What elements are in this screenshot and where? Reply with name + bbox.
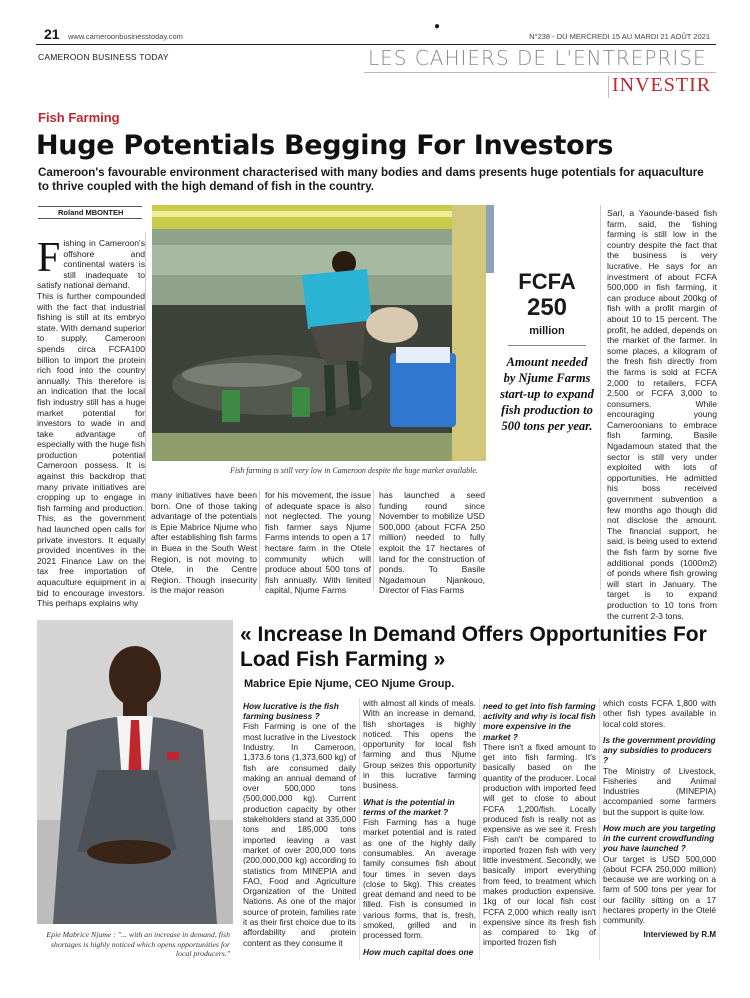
- column-divider: [479, 698, 480, 960]
- article1-column-2: [151, 490, 257, 596]
- subsection-title: INVESTIR: [612, 74, 712, 96]
- pullquote-unit: million: [529, 325, 565, 337]
- kicker: Fish Farming: [38, 110, 120, 125]
- interview-column-1: [243, 698, 356, 948]
- answer: There isn't a fixed amount to get into fish farming. It's basically based on the quantity of the producer. Local production with imported feed will get to close to about FCFA 1,200/fish. Locally produced fish is really not as expensive as we see it. Fresh Fish can't be compared to imported frozen fish with very little investment. Secondly, we basically import everything from feed, to treatment which makes production expensive. 1kg of our local fish cost FCFA 2,000 which really isn't expensive since its fresh fish as compared to 1kg of imported frozen fish: [483, 741, 596, 948]
- column-divider: [599, 698, 600, 960]
- answer: The Ministry of Livestock, Fisheries and Animal Industries (MINEPIA) accompanied some farmers but the support is quite low.: [603, 765, 716, 817]
- standfirst: Cameroon's favourable environment characterised with many bodies and dams presents huge potentials for aquaculture to thrive coupled with the high demand of fish in the country.: [38, 166, 704, 193]
- body-text: Sarl, a Yaounde-based fish farm, said, the fishing farming is still low in the country despite the fact that the business is very lucrative. He says for an investment of about FCFA 500,000 in fish farming, it can produce about 200kg of fish with a profit margin of about 10 to 15 percent. The profit, he added, depends on the market of the farmer. In some places, a kilogram of the fresh fish directly from the farms is sold at FCFA 2,000 to retailers, FCFA 2,500 or FCFA 3,000 to consumers. While encouraging young Cameroonians to embrace fish farming, Basile Ngadamoun stated that the sector is still very under exploited with lots of opportunities. He admitted his boss received government subvention a few months ago though did not disclose the amount. The financial support, he said, is being used to extend the fish farm by some five additional ponds (1000m2) of ponds where fish growing will start in January. The target is to expand production to 10 tons from the current 2-3 tons.: [607, 208, 717, 621]
- article1-right-column: [607, 208, 717, 621]
- body-text: for his movement, the issue of adequate space is also not neglected. The young fish farmer says Njume Farms intends to open a 17 hectare farm in the Otele community which will produce about 500 tons of fish annually. With limited capital, Njume Farms: [265, 490, 371, 596]
- fish-farm-photo: [152, 205, 486, 461]
- column-divider: [600, 205, 601, 590]
- website: www.cameroonbusinesstoday.com: [68, 32, 183, 41]
- dropcap: F: [37, 235, 61, 281]
- body-text: many initiatives have been born. One of those taking advantage of the potentials is Epie Mabrice Njume who after establishing fish farms in Buea in the South West Region, is not moving to Otele, in the Centre Region. Though insecurity is the major reason: [151, 490, 257, 596]
- ceo-portrait-illustration: [37, 620, 233, 924]
- section-rule: [364, 72, 716, 73]
- article1-column-1: [37, 235, 145, 609]
- interview-subhead: Mabrice Epie Njume, CEO Njume Group.: [244, 678, 455, 690]
- question: Is the government providing any subsidies to producers ?: [603, 734, 716, 766]
- body-text: This is further compounded with the fact that industrial fishing is still at its embryo state. With demand superior to supply, Cameroon spends circa FCFA100 billion to import the protein rich food into the country annually. This therefore is an indication that the local fish industry still has a huge market potential for investors to wade in and take advantage of especially with the huge fish production potential Cameroon possess. It is against this backdrop that many private initiatives are cropping up to engage in fish farming and production. This, as the government had launched open calls for private investors. It equally provided incentives in the 2021 Finance Law on the tax free importation of aquaculture equipment in a bid to encourage investors. This perhaps explains why: [37, 290, 145, 609]
- byline-rule-bottom: [38, 218, 142, 219]
- answer: Fish Farming is one of the most lucrative in the Livestock Industry. In Cameroon, 1,373.6 tons (1,373,600 kg) of fish are consumed daily making an annual demand of over 500,000 tons (500,000,000 kg). Current production capacity by other stakeholders stand at 335,000 tons and 185,000 tons imported leaving a vast market of over 200,000 tons (200,000,000 kg) according to statistics from MINEPIA and FAO, Food and Agriculture Organization of the United Nations. As one of the major source of protein, families rate it as their first choice due to its affordability and protein content as they consume it: [243, 721, 356, 948]
- bullet-dot-icon: ●: [434, 21, 441, 32]
- column-divider: [359, 698, 360, 960]
- body-text: has launched a seed funding round since November to mobilize USD 500,000 (about FCFA 250 million) needed to fully exploit the 17 hectares of land for the construction of ponds. To Basile Ngadamoun Njankouo, Director of Fias Farms: [379, 490, 485, 596]
- subsection-divider: [608, 76, 609, 98]
- byline-rule-top: [38, 206, 142, 207]
- question: How much capital does one: [363, 946, 474, 957]
- interview-column-2: [363, 698, 476, 957]
- interview-column-4: [603, 698, 716, 939]
- pullquote-number: 250: [526, 294, 568, 321]
- answer: which costs FCFA 1,800 with other fish types available in local cold stores.: [603, 698, 716, 729]
- issue-info: N°238 - DU MERCREDI 15 AU MARDI 21 AOÛT 2021: [529, 32, 710, 41]
- photo-caption: Fish farming is still very low in Cameroon despite the huge market available.: [230, 466, 478, 475]
- article1-column-3: [265, 490, 371, 596]
- answer: Our target is USD 500,000 (about FCFA 250,000 million) because we are working on a farm of 500 tons per year for our facility sitting on a 17 hectares property in the Otelé community.: [603, 853, 716, 926]
- ceo-portrait-photo: [37, 620, 233, 924]
- portrait-caption: Epie Mabrice Njume : "... with an increase in demand, fish shortages is highly noticed which opens opportunities for local producers.": [46, 930, 230, 959]
- fish-farm-illustration: [152, 205, 486, 461]
- column-divider: [259, 490, 260, 590]
- column-divider: [145, 232, 146, 590]
- headline: Huge Potentials Begging For Investors: [36, 130, 614, 161]
- question: How lucrative is the fish farming business ?: [243, 701, 339, 722]
- pull-quote: [500, 270, 594, 434]
- question: What is the potential in terms of the market ?: [363, 796, 455, 817]
- interview-headline: « Increase In Demand Offers Opportunities For Load Fish Farming »: [240, 623, 707, 671]
- answer: with almost all kinds of meals. With an increase in demand, fish shortages is highly noticed. This opens the opportunity for local fish farming and thus Njume Group seizes this opportunity in this lucrative farming business.: [363, 698, 476, 791]
- pullquote-currency: FCFA: [518, 269, 576, 294]
- interview-credit: Interviewed by R.M: [643, 929, 716, 939]
- pullquote-text: Amount needed by Njume Farms start-up to expand fish production to 500 tons per year.: [500, 355, 594, 433]
- pullquote-rule: [508, 345, 586, 346]
- answer: Fish Farming has a huge market potential and is rated as one of the highly daily consumables. An average family consumes fish about four times in seven days (close to 5kg). This creates great demand and need to be filled. Fish is consumed in various forms, that is, fresh, smoked, grilled and in processed form.: [363, 817, 476, 941]
- question: How much are you targeting in the current crowdfunding you have launched ?: [603, 822, 716, 854]
- publication-name: CAMEROON BUSINESS TODAY: [38, 52, 169, 62]
- header-rule: [36, 44, 716, 45]
- column-divider: [373, 490, 374, 590]
- section-title: LES CAHIERS DE L'ENTREPRISE: [368, 46, 707, 70]
- article1-column-4: [379, 490, 485, 596]
- interview-column-3: [483, 698, 596, 948]
- intro-text: ishing in Cameroon's offshore and continental waters is still inadequate to satisfy national demand.: [37, 238, 145, 291]
- byline: Roland MBONTEH: [58, 208, 124, 217]
- photo-edge-strip: [486, 205, 494, 273]
- question: need to get into fish farming activity and why is local fish more expensive in the market ?: [483, 701, 596, 742]
- page-number: 21: [44, 26, 60, 42]
